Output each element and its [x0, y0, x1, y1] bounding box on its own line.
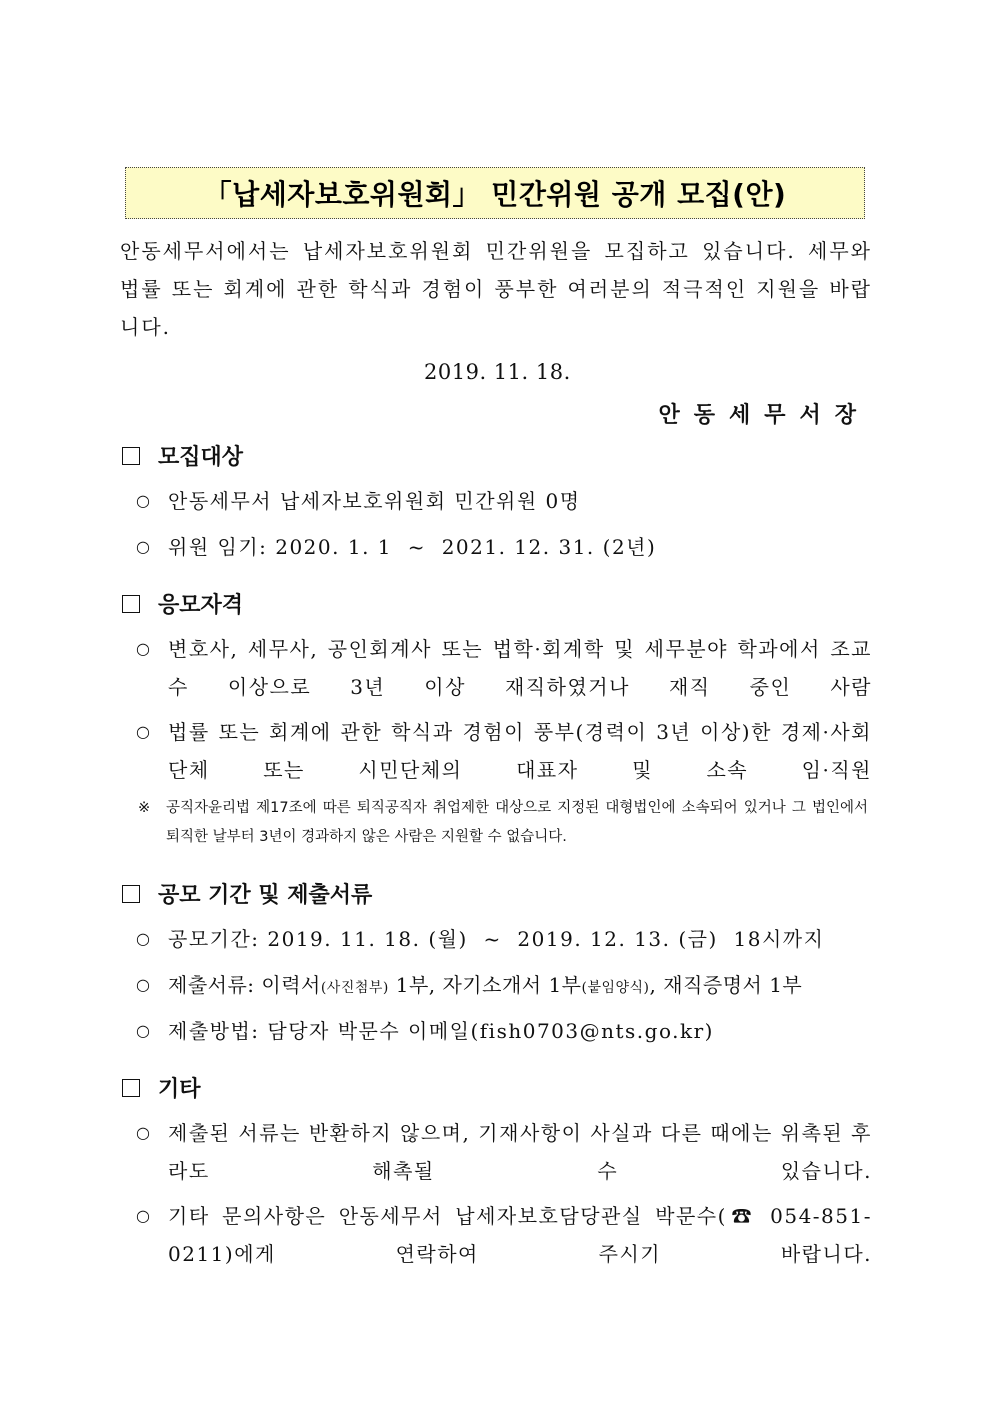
list-item: ○ 안동세무서 납세자보호위원회 민간위원 0명: [136, 482, 872, 520]
square-checkbox-icon: [122, 1079, 140, 1097]
document-date: 2019. 11. 18.: [424, 360, 571, 384]
section-heading-period-documents: [122, 878, 372, 909]
section-heading-recruitment-target: [122, 440, 243, 471]
circle-bullet-icon: ○: [136, 491, 150, 510]
circle-bullet-icon: ○: [136, 975, 150, 994]
circle-bullet-icon: ○: [136, 1123, 150, 1142]
circle-bullet-icon: ○: [136, 929, 150, 948]
square-checkbox-icon: [122, 447, 140, 465]
signer: 안동세무서장: [658, 402, 870, 428]
list-item: ○ 변호사, 세무사, 공인회계사 또는 법학·회계학 및 세무분야 학과에서 조교수 이상으로 3년 이상 재직하였거나 재직 중인 사람: [136, 630, 872, 706]
square-checkbox-icon: [122, 885, 140, 903]
list-item: ○ 법률 또는 회계에 관한 학식과 경험이 풍부(경력이 3년 이상)한 경제·사회단체 또는 시민단체의 대표자 및 소속 임·직원: [136, 713, 872, 789]
section-heading-eligibility: [122, 588, 243, 619]
reference-mark-icon: ※: [138, 800, 151, 816]
square-checkbox-icon: [122, 595, 140, 613]
intro-paragraph: 안동세무서에서는 납세자보호위원회 민간위원을 모집하고 있습니다. 세무와 법률 또는 회계에 관한 학식과 경험이 풍부한 여러분의 적극적인 지원을 바랍니다.: [120, 239, 872, 339]
circle-bullet-icon: ○: [136, 1021, 150, 1040]
list-item: ○ 기타 문의사항은 안동세무서 납세자보호담당관실 박문수(☎ 054-851-0211)에게 연락하여 주시기 바랍니다.: [136, 1197, 872, 1273]
circle-bullet-icon: ○: [136, 639, 150, 658]
note: ※ 공직자윤리법 제17조에 따른 퇴직공직자 취업제한 대상으로 지정된 대형법인에 소속되어 있거나 그 법인에서 퇴직한 날부터 3년이 경과하지 않은 사람은 지원할 수 없습니다.: [138, 794, 868, 852]
list-item: ○ 위원 임기: 2020. 1. 1 ~ 2021. 12. 31. (2년): [136, 528, 872, 566]
list-item: ○ 제출서류: 이력서(사진첨부) 1부, 자기소개서 1부(붙임양식), 재직증명서 1부: [136, 966, 872, 1007]
circle-bullet-icon: ○: [136, 722, 150, 741]
circle-bullet-icon: ○: [136, 537, 150, 556]
list-item: ○ 공모기간: 2019. 11. 18. (월) ~ 2019. 12. 13. (금) 18시까지: [136, 920, 872, 958]
circle-bullet-icon: ○: [136, 1206, 150, 1225]
list-item: ○ 제출방법: 담당자 박문수 이메일(fish0703@nts.go.kr): [136, 1012, 872, 1050]
list-item: ○ 제출된 서류는 반환하지 않으며, 기재사항이 사실과 다른 때에는 위촉된 후라도 해촉될 수 있습니다.: [136, 1114, 872, 1190]
section-heading-label: 공모 기간 및 제출서류: [158, 882, 373, 908]
section-heading-label: 응모자격: [158, 592, 244, 618]
section-heading-other: [122, 1072, 201, 1103]
section-heading-label: 모집대상: [158, 444, 244, 470]
section-heading-label: 기타: [158, 1076, 201, 1102]
document-title: 「납세자보호위원회」 민간위원 공개 모집(안): [125, 167, 865, 219]
